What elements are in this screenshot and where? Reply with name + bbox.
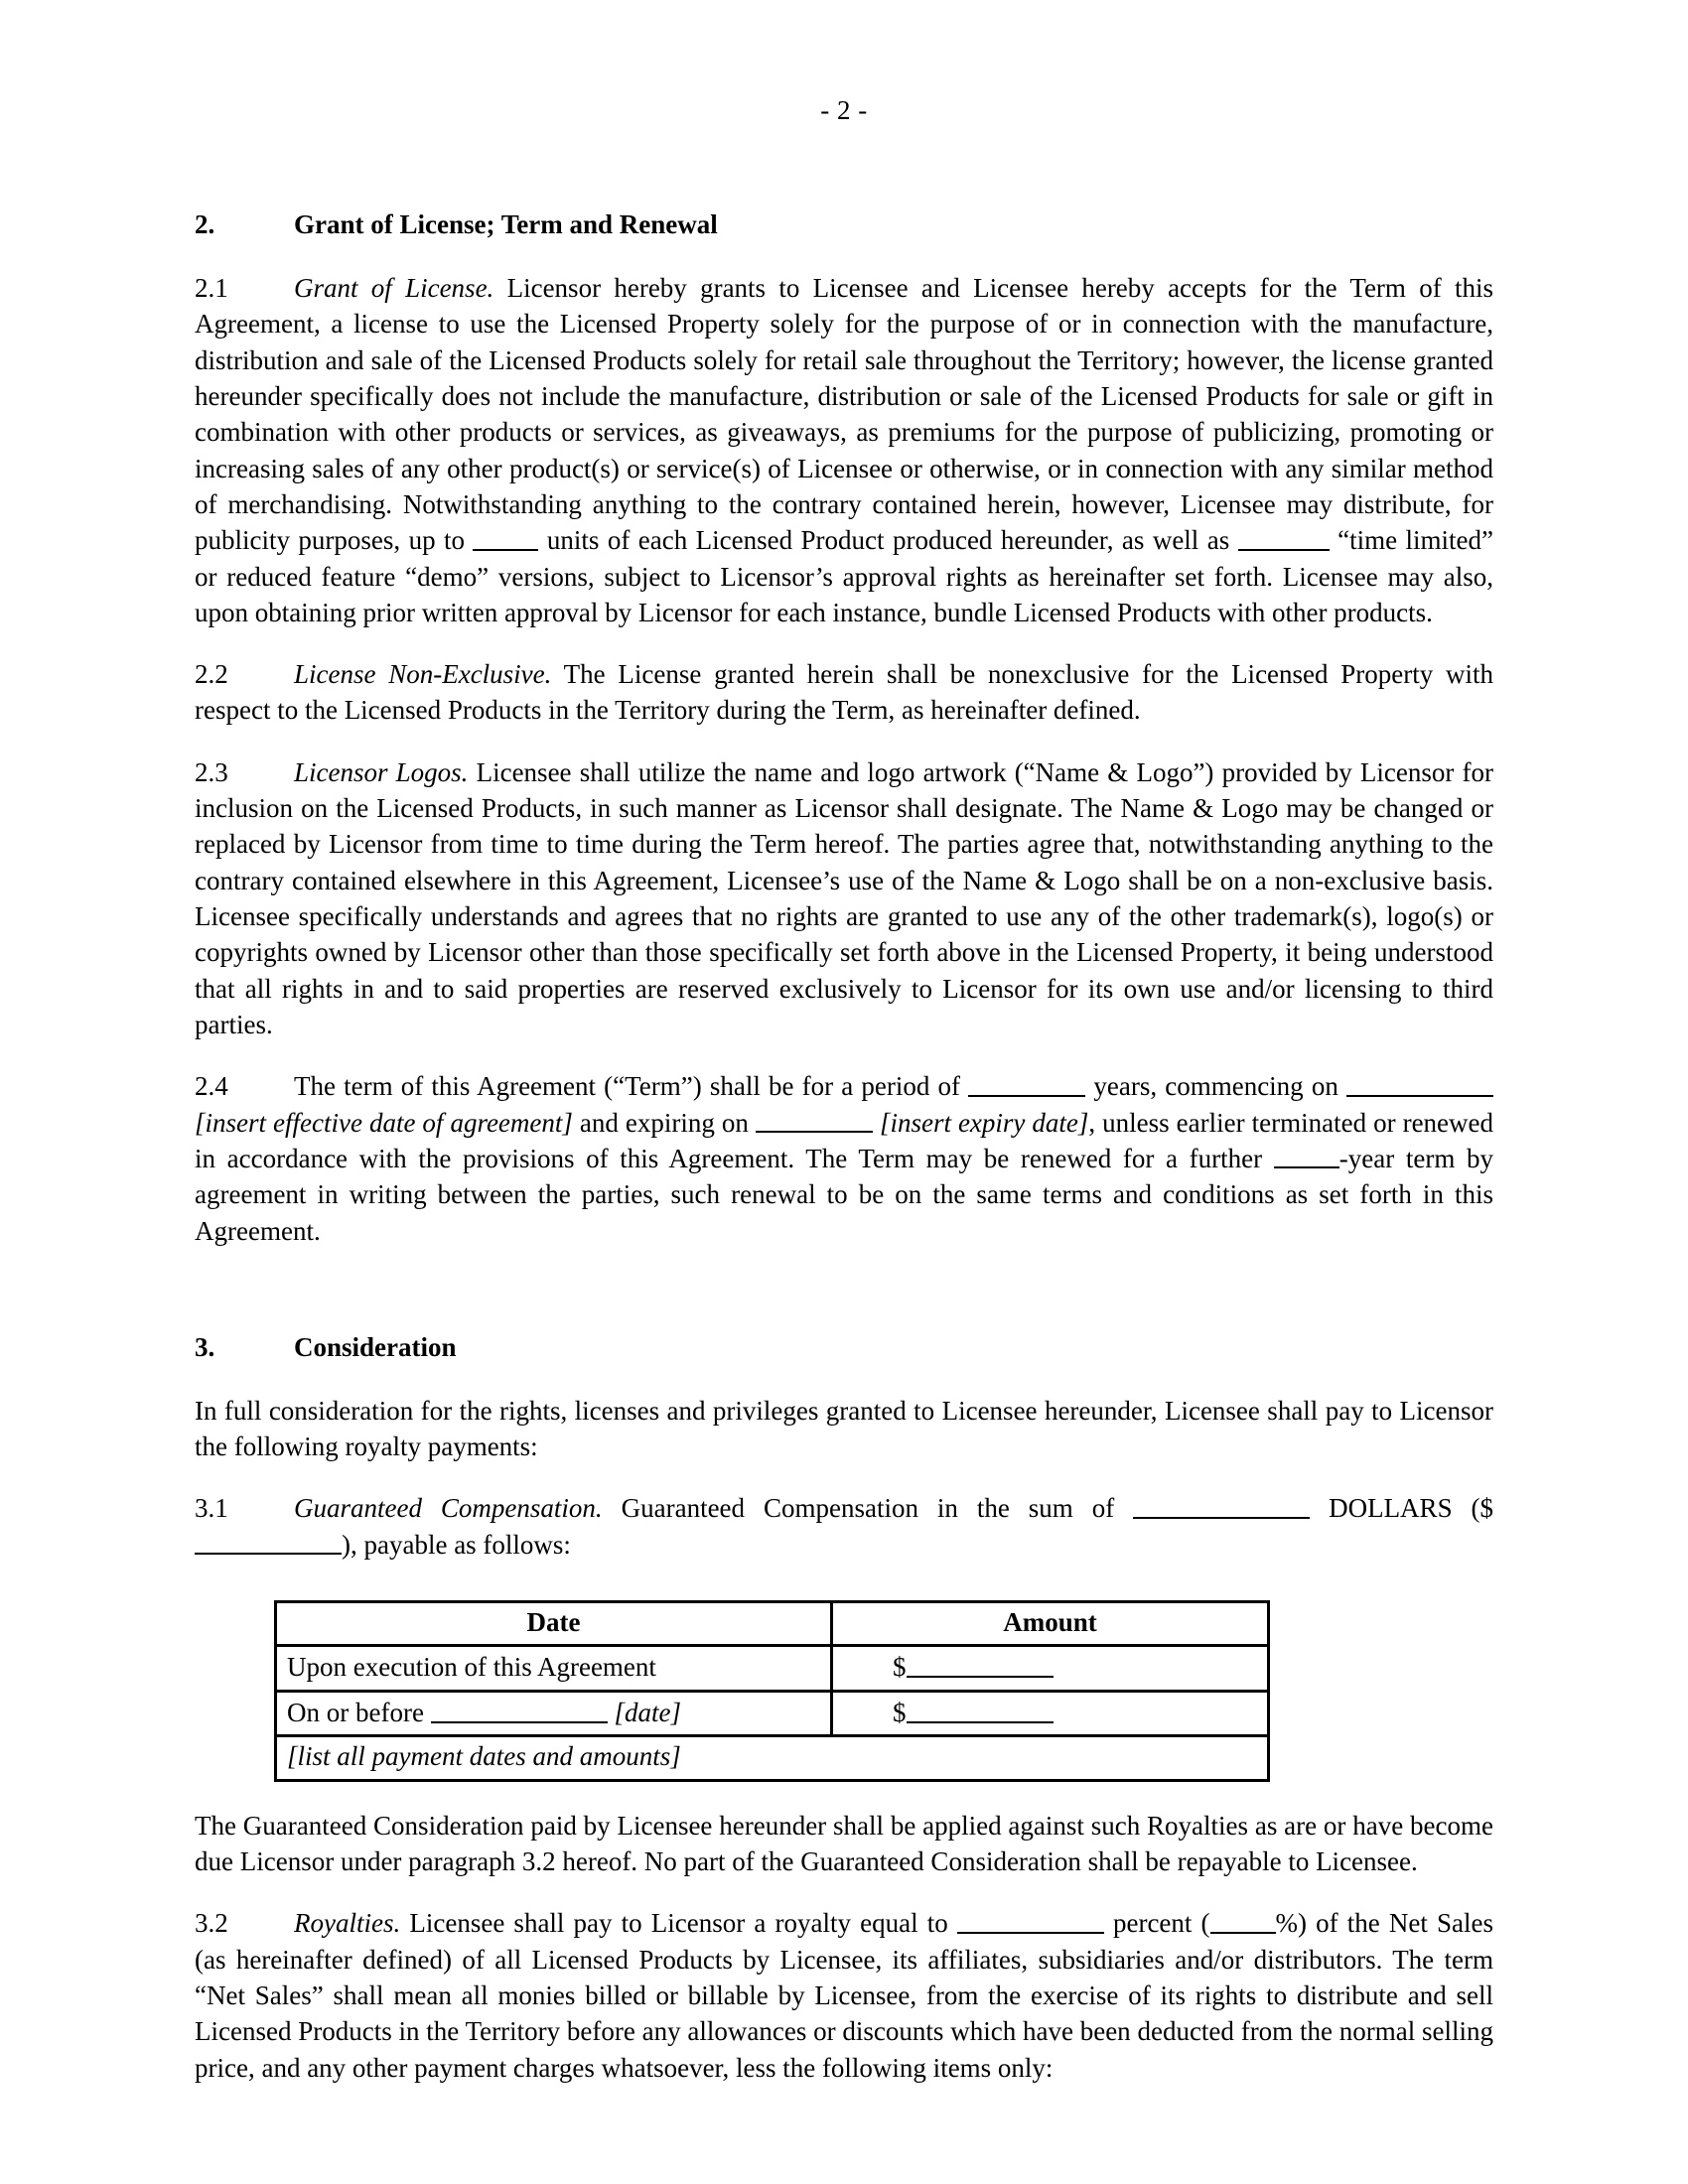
column-header-amount: Amount <box>832 1602 1269 1646</box>
cell-amount-1 <box>832 1646 1269 1691</box>
cell-date-2-placeholder: [date] <box>614 1697 681 1727</box>
section-2-number: 2. <box>195 209 215 239</box>
guaranteed-consideration-note <box>195 1808 1493 1880</box>
clause-3-2-text-a: Licensee shall pay to Licensor a royalty equal to <box>400 1908 957 1939</box>
table-row <box>276 1736 1269 1780</box>
placeholder-effective-date: [insert effective date of agreement] <box>195 1107 573 1138</box>
clause-3-2 <box>195 1905 1493 2086</box>
blank-expiry-date[interactable] <box>756 1106 873 1134</box>
blank-units[interactable] <box>473 523 538 551</box>
blank-royalty-percent-number[interactable] <box>1210 1906 1276 1934</box>
clause-2-4-text-e: -year term by agreement in writing between the parties, such renewal to be on the same terms and conditions as set forth in this Agreement. <box>195 1143 1493 1246</box>
clause-3-1-text-c: ), payable as follows: <box>342 1529 571 1560</box>
clause-2-4-text-b: years, commencing on <box>1085 1071 1346 1102</box>
clause-2-4-text-d: , unless earlier terminated or renewed in accordance with the provisions of this Agreement. The Term may be renewed for a further <box>195 1107 1494 1173</box>
blank-royalty-percent-words[interactable] <box>957 1906 1104 1934</box>
cell-date-2-text: On or before <box>287 1697 431 1727</box>
section-heading-2 <box>195 209 1493 240</box>
cell-amount-1-prefix: $ <box>893 1652 907 1683</box>
clause-2-2 <box>195 656 1493 729</box>
consideration-intro-text: In full consideration for the rights, licenses and privileges granted to Licensee hereunder, Licensee shall pay to Licensor the following royalty payments: <box>195 1395 1493 1462</box>
clause-3-1 <box>195 1490 1493 1563</box>
placeholder-expiry-date: [insert expiry date] <box>879 1107 1089 1138</box>
clause-2-4 <box>195 1068 1493 1249</box>
blank-compensation-amount[interactable] <box>195 1528 342 1556</box>
clause-2-1-text-b: units of each Licensed Product produced hereunder, as well as <box>538 525 1238 556</box>
clause-2-4-text-c: and expiring on <box>572 1107 756 1138</box>
clause-2-3-leadin: Licensor Logos. <box>294 756 469 787</box>
section-2-title: Grant of License; Term and Renewal <box>294 209 718 239</box>
blank-amount-2[interactable] <box>907 1696 1054 1723</box>
clause-2-1-text-c: “time limited” or reduced feature “demo” versions, subject to Licensor’s approval rights as hereinafter set forth. Licensee may also, upon obtaining prior written approval by Licensor for each instance, bundle Licensed Products with other products. <box>195 525 1493 627</box>
clause-3-1-text-b: DOLLARS ($ <box>1310 1493 1494 1524</box>
consideration-intro <box>195 1393 1493 1465</box>
clause-2-2-text: The License granted herein shall be nonexclusive for the Licensed Property with respect to the Licensed Products in the Territory during the Term, as hereinafter defined. <box>195 659 1493 726</box>
column-header-date: Date <box>276 1602 832 1646</box>
cell-date-1-text: Upon execution of this Agreement <box>287 1651 656 1682</box>
blank-amount-1[interactable] <box>907 1650 1054 1678</box>
clause-2-3-text: Licensee shall utilize the name and logo artwork (“Name & Logo”) provided by Licensor for inclusion on the Licensed Products, in such manner as Licensor shall designate. The Name & Logo may be changed or replaced by Licensor from time to time during the Term hereof. The parties agree that, notwithstanding anything to the contrary contained elsewhere in this Agreement, Licensee’s use of the Name & Logo shall be on a non-exclusive basis. Licensee specifically understands and agrees that no rights are granted to use any of the other trademark(s), logo(s) or copyrights owned by Licensor other than those specifically set forth above in the Licensed Property, it being understood that all rights in and to said properties are reserved exclusively to Licensor for its own use and/or licensing to third parties. <box>195 756 1493 1039</box>
clause-3-2-text-b: percent ( <box>1103 1908 1210 1939</box>
clause-2-1-leadin: Grant of License. <box>294 273 494 303</box>
page-content <box>195 0 1493 2086</box>
blank-compensation-words[interactable] <box>1133 1491 1310 1519</box>
cell-amount-2 <box>832 1691 1269 1735</box>
clause-2-1-number: 2.1 <box>195 273 228 303</box>
clause-2-3 <box>195 754 1493 1043</box>
blank-term-years[interactable] <box>968 1069 1085 1097</box>
section-3-title: Consideration <box>294 1331 457 1362</box>
clause-3-2-leadin: Royalties. <box>294 1908 401 1939</box>
blank-commencement-date[interactable] <box>1346 1069 1493 1097</box>
clause-3-1-text-a: Guaranteed Compensation in the sum of <box>602 1493 1134 1524</box>
page-number: - 2 - <box>820 95 868 125</box>
clause-2-1 <box>195 270 1493 630</box>
cell-footer-note: [list all payment dates and amounts] <box>276 1736 1269 1780</box>
clause-3-1-leadin: Guaranteed Compensation. <box>294 1493 603 1524</box>
cell-date-1 <box>276 1646 832 1691</box>
clause-3-1-number: 3.1 <box>195 1493 228 1524</box>
section-heading-3 <box>195 1332 1493 1363</box>
clause-3-2-number: 3.2 <box>195 1908 228 1939</box>
blank-demo-count[interactable] <box>1238 523 1330 551</box>
blank-date-2[interactable] <box>431 1696 608 1723</box>
clause-2-2-number: 2.2 <box>195 659 228 690</box>
clause-2-4-number: 2.4 <box>195 1071 228 1102</box>
table-row <box>276 1646 1269 1691</box>
blank-renewal-years[interactable] <box>1274 1142 1339 1169</box>
payment-schedule-table <box>274 1600 1270 1782</box>
clause-2-2-leadin: License Non-Exclusive. <box>294 659 552 690</box>
clause-2-4-text-a: The term of this Agreement (“Term”) shall be for a period of <box>294 1071 969 1102</box>
section-3-number: 3. <box>195 1331 215 1362</box>
guaranteed-consideration-note-text: The Guaranteed Consideration paid by Licensee hereunder shall be applied against such Royalties as are or have become due Licensor under paragraph 3.2 hereof. No part of the Guaranteed Consideration shall be repayable to Licensee. <box>195 1810 1493 1876</box>
clause-2-1-text-a: Licensor hereby grants to Licensee and Licensee hereby accepts for the Term of this Agreement, a license to use the Licensed Property solely for the purpose of or in connection with the manufacture, distribution and sale of the Licensed Products solely for retail sale throughout the Territory; however, the license granted hereunder specifically does not include the manufacture, distribution or sale of the Licensed Products for sale or gift in combination with other products or services, as giveaways, as premiums for the purpose of publicizing, promoting or increasing sales of any other product(s) or service(s) of Licensee or otherwise, or in connection with any similar method of merchandising. Notwithstanding anything to the contrary contained herein, however, Licensee may distribute, for publicity purposes, up to <box>195 273 1493 556</box>
table-row <box>276 1691 1269 1735</box>
table-header-row <box>276 1602 1269 1646</box>
cell-date-2 <box>276 1691 832 1735</box>
cell-amount-2-prefix: $ <box>893 1697 907 1727</box>
clause-3-2-text-c: %) of the Net Sales (as hereinafter defined) of all Licensed Products by Licensee, its affiliates, subsidiaries and/or distributors. The term “Net Sales” shall mean all monies billed or billable by Licensee, from the exercise of its rights to distribute and sell Licensed Products in the Territory before any allowances or discounts which have been deducted from the normal selling price, and any other payment charges whatsoever, less the following items only: <box>195 1908 1494 2083</box>
clause-2-3-number: 2.3 <box>195 756 228 787</box>
